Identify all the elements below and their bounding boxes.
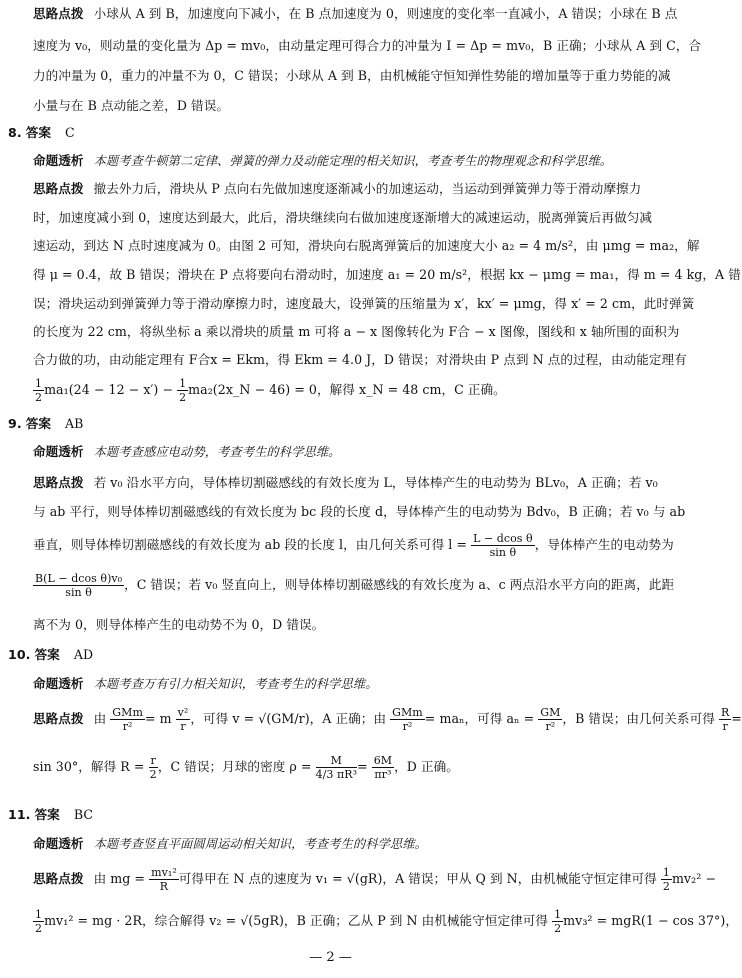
q9-answer: AB — [65, 416, 84, 431]
q10-solution-label: 思路点拨 — [33, 711, 84, 726]
q9-answer-line — [8, 415, 626, 433]
q8-analysis-line — [33, 152, 651, 170]
q10-line-1 — [33, 704, 742, 734]
q10-frac-6: $\frac{r}{2}$ — [149, 754, 157, 781]
q11-frac-2: $\frac{1}{2}$ — [662, 866, 670, 893]
q8-line-7: 合力做的功，由动能定理有 F合x = Ekm，得 Ekm = 4.0 J，D 错误；对滑块由 P 点到 N 点的过程，由动能定理有 — [33, 352, 687, 367]
q9-line-3 — [33, 530, 674, 560]
q10-analysis-line — [33, 675, 651, 693]
q10-t5: = — [731, 711, 742, 726]
q9-line-1 — [33, 474, 658, 492]
q8-answer: C — [65, 125, 75, 140]
q10-frac-2: $\frac{\text{v²}}{r}$ — [177, 706, 189, 733]
q11-pre: 由 mg = — [93, 871, 146, 886]
q10-frac-1: $\frac{\text{GMm}}{\text{r²}}$ — [112, 706, 143, 733]
q11-number: 11. — [8, 807, 31, 822]
q11-l2b: mv₃² = mgR(1 − cos 37°)， — [563, 913, 738, 928]
q10-analysis-label: 命题透析 — [33, 676, 84, 691]
q9-number: 9. — [8, 416, 22, 431]
q9-answer-label: 答案 — [25, 416, 52, 431]
q10-frac-8: $\frac{6M}{\text{πr³}}$ — [373, 754, 393, 781]
q9-analysis-line — [33, 443, 651, 461]
q11-solution-label: 思路点拨 — [33, 871, 84, 886]
q7-line-2: 速度为 v₀，则动量的变化量为 Δp = mv₀，由动量定理可得合力的冲量为 I = Δp = mv₀，B 正确；小球从 A 到 C，合 — [33, 38, 702, 53]
q8-line-5: 误；滑块运动到弹簧弹力等于滑动摩擦力时，速度最大，设弹簧的压缩量为 x′，kx′ = μmg，得 x′ = 2 cm，此时弹簧 — [33, 296, 695, 311]
q8-analysis-label: 命题透析 — [33, 153, 84, 168]
fraction-l: $\frac{\text{L − dcos θ}}{\text{sin θ}}$ — [473, 532, 533, 559]
fraction-half-a: $\frac{1}{2}$ — [35, 377, 43, 404]
q10-frac-7: $\frac{M}{\text{4/3 πR³}}$ — [315, 754, 358, 781]
q11-analysis-line — [33, 835, 651, 853]
q10-line-2 — [33, 750, 651, 784]
fraction-emf: $\frac{\text{B(L − dcos θ)v₀}}{\text{sin θ}}$ — [35, 572, 123, 599]
q7-line-1 — [33, 5, 678, 23]
page-number: — 2 — — [309, 950, 352, 965]
q8-solution-label: 思路点拨 — [33, 181, 84, 196]
q9-line-2: 与 ab 平行，则导体棒切割磁感线的有效长度为 bc 段的长度 d，导体棒产生的电动势为 Bdv₀，B 正确；若 v₀ 与 ab — [33, 504, 686, 519]
q8-line-1 — [33, 180, 651, 198]
q10-t1: = m — [144, 711, 172, 726]
q10-answer-line — [8, 646, 626, 664]
q9-solution-label: 思路点拨 — [33, 475, 84, 490]
q10-l2b: ，C 错误；月球的密度 ρ = — [157, 759, 312, 774]
q11-l2a: mv₁² = mg · 2R，综合解得 v₂ = √(5gR)，B 正确；乙从 P 到 N 由机械能守恒定律可得 — [44, 913, 549, 928]
q8-number: 8. — [8, 125, 22, 140]
q11-frac-4: $\frac{1}{2}$ — [554, 908, 562, 935]
q9-text-1: 若 v₀ 沿水平方向，导体棒切割磁感线的有效长度为 L，导体棒产生的电动势为 BLv₀，A 正确；若 v₀ — [93, 475, 658, 490]
q8-analysis-text: 本题考查牛顿第二定律、弹簧的弹力及动能定理的相关知识，考查考生的物理观念和科学思维。 — [93, 154, 613, 168]
q10-answer: AD — [73, 647, 94, 662]
q10-l2a: sin 30°，解得 R = — [33, 759, 145, 774]
q8-eq-part-2: ma₂(2x_N − 46) = 0，解得 x_N = 48 cm，C 正确。 — [188, 382, 506, 397]
q8-answer-label: 答案 — [25, 125, 52, 140]
q10-frac-5: $\frac{R}{r}$ — [720, 706, 730, 733]
q8-line-8 — [33, 376, 651, 404]
q7-text-1: 小球从 A 到 B，加速度向下减小，在 B 点加速度为 0，则速度的变化率一直减小，A 错误；小球在 B 点 — [93, 6, 678, 21]
q11-analysis-text: 本题考查竖直平面圆周运动相关知识，考查考生的科学思维。 — [93, 837, 427, 851]
q10-number: 10. — [8, 647, 31, 662]
q11-line-2 — [33, 904, 738, 938]
q9-line-5: 离不为 0，则导体棒产生的电动势不为 0，D 错误。 — [33, 617, 325, 632]
q8-line-4: 得 μ = 0.4，故 B 错误；滑块在 P 点将要向右滑动时，加速度 a₁ = 20 m/s²，根据 kx − μmg = ma₁，得 m = 4 kg，A 错 — [33, 267, 741, 282]
q8-eq-part-1: ma₁(24 − 12 − x′) − — [44, 382, 174, 397]
q7-line-3: 力的冲量为 0，重力的冲量不为 0，C 错误；小球从 A 到 B，由机械能守恒知弹性势能的增加量等于重力势能的减 — [33, 68, 671, 83]
q8-text-1: 撤去外力后，滑块从 P 点向右先做加速度逐渐减小的加速运动，当运动到弹簧弹力等于滑动摩擦力 — [93, 181, 642, 196]
q10-l2d: ，D 正确。 — [394, 759, 459, 774]
q10-t3: = maₙ，可得 aₙ = — [424, 711, 535, 726]
q9-text-4: ，C 错误；若 v₀ 竖直向上，则导体棒切割磁感线的有效长度为 a、c 两点沿水平方向的距离，此距 — [124, 577, 675, 592]
q10-analysis-text: 本题考查万有引力相关知识，考查考生的科学思维。 — [93, 677, 378, 691]
q11-line-1 — [33, 862, 716, 896]
q11-analysis-label: 命题透析 — [33, 836, 84, 851]
q8-line-3: 速运动，到达 N 点时速度减为 0。由图 2 可知，滑块向右脱离弹簧后的加速度大小 a₂ = 4 m/s²，由 μmg = ma₂，解 — [33, 238, 700, 253]
q11-answer: BC — [73, 807, 94, 822]
q11-t1: 可得甲在 N 点的速度为 v₁ = √(gR)，A 错误；甲从 Q 到 N，由机械能守恒定律可得 — [178, 871, 657, 886]
q10-t4: ，B 错误；由几何关系可得 — [562, 711, 715, 726]
q10-frac-3: $\frac{\text{GMm}}{\text{r²}}$ — [392, 706, 423, 733]
q9-text-3a: 垂直，则导体棒切割磁感线的有效长度为 ab 段的长度 l，由几何关系可得 l = — [33, 537, 468, 552]
q7-line-4: 小量与在 B 点动能之差，D 错误。 — [33, 98, 229, 113]
q10-answer-label: 答案 — [34, 647, 60, 662]
q8-line-6: 的长度为 22 cm，将纵坐标 a 乘以滑块的质量 m 可将 a − x 图像转化为 F合 − x 图像，图线和 x 轴所围的面积为 — [33, 324, 680, 339]
q9-text-3b: ，导体棒产生的电动势为 — [534, 537, 674, 552]
q8-answer-line — [8, 124, 626, 142]
q10-frac-4: $\frac{GM}{\text{r²}}$ — [540, 706, 561, 733]
q11-answer-line — [8, 806, 626, 824]
q10-t2: ，可得 v = √(GM/r)，A 正确；由 — [190, 711, 387, 726]
q11-frac-3: $\frac{1}{2}$ — [35, 908, 43, 935]
fraction-half-b: $\frac{1}{2}$ — [179, 377, 187, 404]
q11-frac-1: $\frac{\text{mv₁²}}{R}$ — [151, 866, 177, 893]
q11-answer-label: 答案 — [34, 807, 60, 822]
q10-l2c: = — [357, 759, 368, 774]
q9-line-4 — [33, 570, 675, 600]
q8-line-2: 时，加速度减小到 0，速度达到最大，此后，滑块继续向右做加速度逐渐增大的减速运动，脱离弹簧后再做匀减 — [33, 210, 653, 225]
q11-t2: mv₂² − — [671, 871, 716, 886]
q7-solution-label: 思路点拨 — [33, 6, 84, 21]
q9-analysis-label: 命题透析 — [33, 444, 84, 459]
q9-analysis-text: 本题考查感应电动势，考查考生的科学思维。 — [93, 445, 341, 459]
q10-pre: 由 — [93, 711, 107, 726]
